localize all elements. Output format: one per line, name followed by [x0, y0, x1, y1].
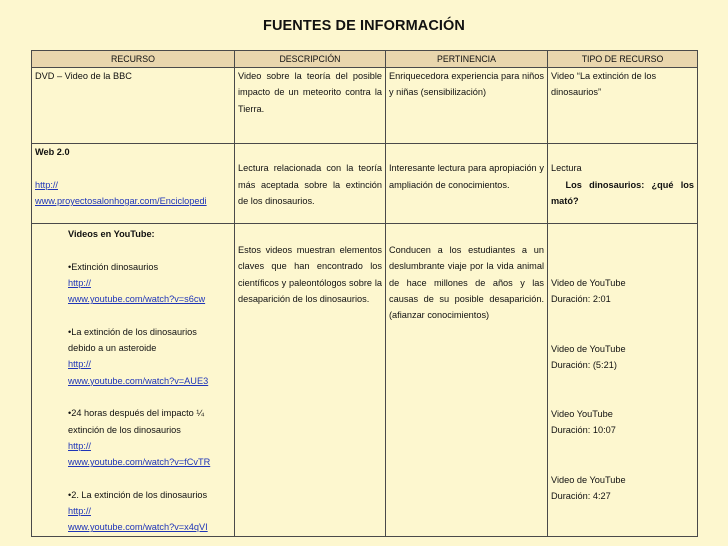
pert-line: conocimientos) — [427, 310, 490, 321]
youtube-heading: Videos en YouTube: — [68, 229, 155, 239]
desc-line: desaparición de los — [238, 293, 320, 304]
video-title: •La extinción de los dinosaurios — [68, 326, 197, 337]
video-item — [68, 259, 231, 308]
tipo-line: Duración: 4:27 — [551, 491, 611, 502]
cell-descripcion — [235, 224, 386, 537]
pert-line: las causas de su posible — [389, 277, 544, 304]
web-heading: Web 2.0 — [35, 147, 70, 157]
tipo-line: Duración: 2:01 — [551, 294, 611, 305]
pert-line: Conducen a los estudiantes a un — [389, 245, 544, 255]
pert-line: conocimientos. — [448, 179, 510, 190]
desc-line: posible impacto de un — [238, 71, 382, 98]
link-line: www.youtube.com/watch?v=x4qVI — [68, 522, 208, 533]
video-link[interactable] — [68, 438, 231, 471]
tipo-line: Lectura — [551, 163, 582, 174]
table-row — [32, 68, 698, 144]
video-link[interactable] — [68, 503, 231, 536]
link-line: http:// — [68, 359, 91, 370]
header-descripcion: DESCRIPCIÓN — [235, 51, 386, 68]
video-title: •Extinción dinosaurios — [68, 261, 159, 272]
video-link[interactable] — [68, 356, 231, 389]
pert-line: niños y niñas (sensibilización) — [389, 71, 544, 98]
desc-line: encontrado los científicos y — [238, 261, 383, 288]
video-link[interactable] — [68, 275, 231, 308]
link-line: www.youtube.com/watch?v=AUE3 — [68, 375, 209, 386]
cell-pertinencia — [386, 224, 548, 537]
tipo-line: Video de YouTube — [551, 474, 626, 485]
link-proyectosalonhogar[interactable] — [35, 177, 231, 210]
pert-line: apropiación y ampliación de — [389, 163, 544, 190]
cell-recurso — [32, 144, 235, 224]
cell-pertinencia — [386, 68, 548, 144]
desc-line: Estos videos muestran — [238, 245, 340, 255]
header-row — [32, 51, 698, 68]
link-line: www.proyectosalonhogar.com/Enciclopedi — [35, 195, 207, 206]
cell-tipo — [548, 68, 698, 144]
header-pertinencia: PERTINENCIA — [386, 51, 548, 68]
cell-descripcion — [235, 68, 386, 144]
tipo-line: Video “La extinción de los — [551, 71, 657, 81]
tipo-line: Video de YouTube — [551, 343, 626, 354]
link-line: http:// — [68, 277, 91, 288]
pert-line: Enriquecedora experiencia para — [389, 71, 523, 81]
video-title: extinción de los dinosaurios — [68, 424, 181, 435]
tipo-line: Video YouTube — [551, 409, 613, 420]
desc-line: meteorito contra la Tierra. — [238, 87, 382, 114]
desc-line: dinosaurios. — [319, 293, 370, 304]
desc-line: extinción de los dinosaurios. — [238, 179, 382, 206]
tipo-line: Duración: 10:07 — [551, 425, 616, 436]
video-item — [68, 487, 231, 536]
pert-line: Interesante lectura para — [389, 163, 490, 174]
cell-tipo — [548, 144, 698, 224]
tipo-line: Los dinosaurios: ¿qué los — [551, 179, 694, 190]
desc-line: paleontólogos sobre la — [289, 277, 382, 288]
link-line: http:// — [68, 440, 91, 451]
header-tipo: TIPO DE RECURSO — [548, 51, 698, 68]
tipo-line: Video de YouTube — [551, 278, 626, 288]
table-row — [32, 224, 698, 537]
video-title: •24 horas después del impacto ¼ — [68, 408, 205, 419]
link-line: http:// — [35, 179, 58, 190]
header-recurso: RECURSO — [32, 51, 235, 68]
cell-tipo — [548, 224, 698, 537]
table-row — [32, 144, 698, 224]
video-item — [68, 405, 231, 470]
resource-dvd: DVD – Video de la BBC — [35, 71, 132, 81]
tipo-line: Duración: (5:21) — [551, 359, 617, 370]
page-title: FUENTES DE INFORMACIÓN — [263, 18, 465, 34]
video-item — [68, 324, 231, 389]
cell-recurso — [32, 68, 235, 144]
link-line: www.youtube.com/watch?v=fCvTR — [68, 457, 211, 468]
desc-line: teoría más aceptada sobre la — [238, 163, 382, 190]
cell-descripcion — [235, 144, 386, 224]
cell-pertinencia — [386, 144, 548, 224]
link-line: www.youtube.com/watch?v=s6cw — [68, 294, 206, 305]
tipo-line: mató? — [551, 195, 579, 206]
link-line: http:// — [68, 506, 91, 517]
video-title: •2. La extinción de los dinosaurios — [68, 489, 208, 500]
tipo-line: dinosaurios” — [551, 87, 602, 98]
video-title: debido a un asteroide — [68, 343, 157, 354]
desc-line: elementos claves que han — [238, 245, 382, 272]
sources-table — [31, 50, 698, 537]
desc-line: Lectura relacionada con la — [238, 163, 359, 174]
desc-line: Video sobre la teoría del — [238, 71, 353, 81]
pert-line: desaparición. (afianzar — [389, 293, 544, 321]
cell-recurso — [32, 224, 235, 537]
pert-line: animal de hace millones de años y — [389, 261, 544, 288]
pert-line: deslumbrante viaje por la vida — [389, 261, 517, 272]
